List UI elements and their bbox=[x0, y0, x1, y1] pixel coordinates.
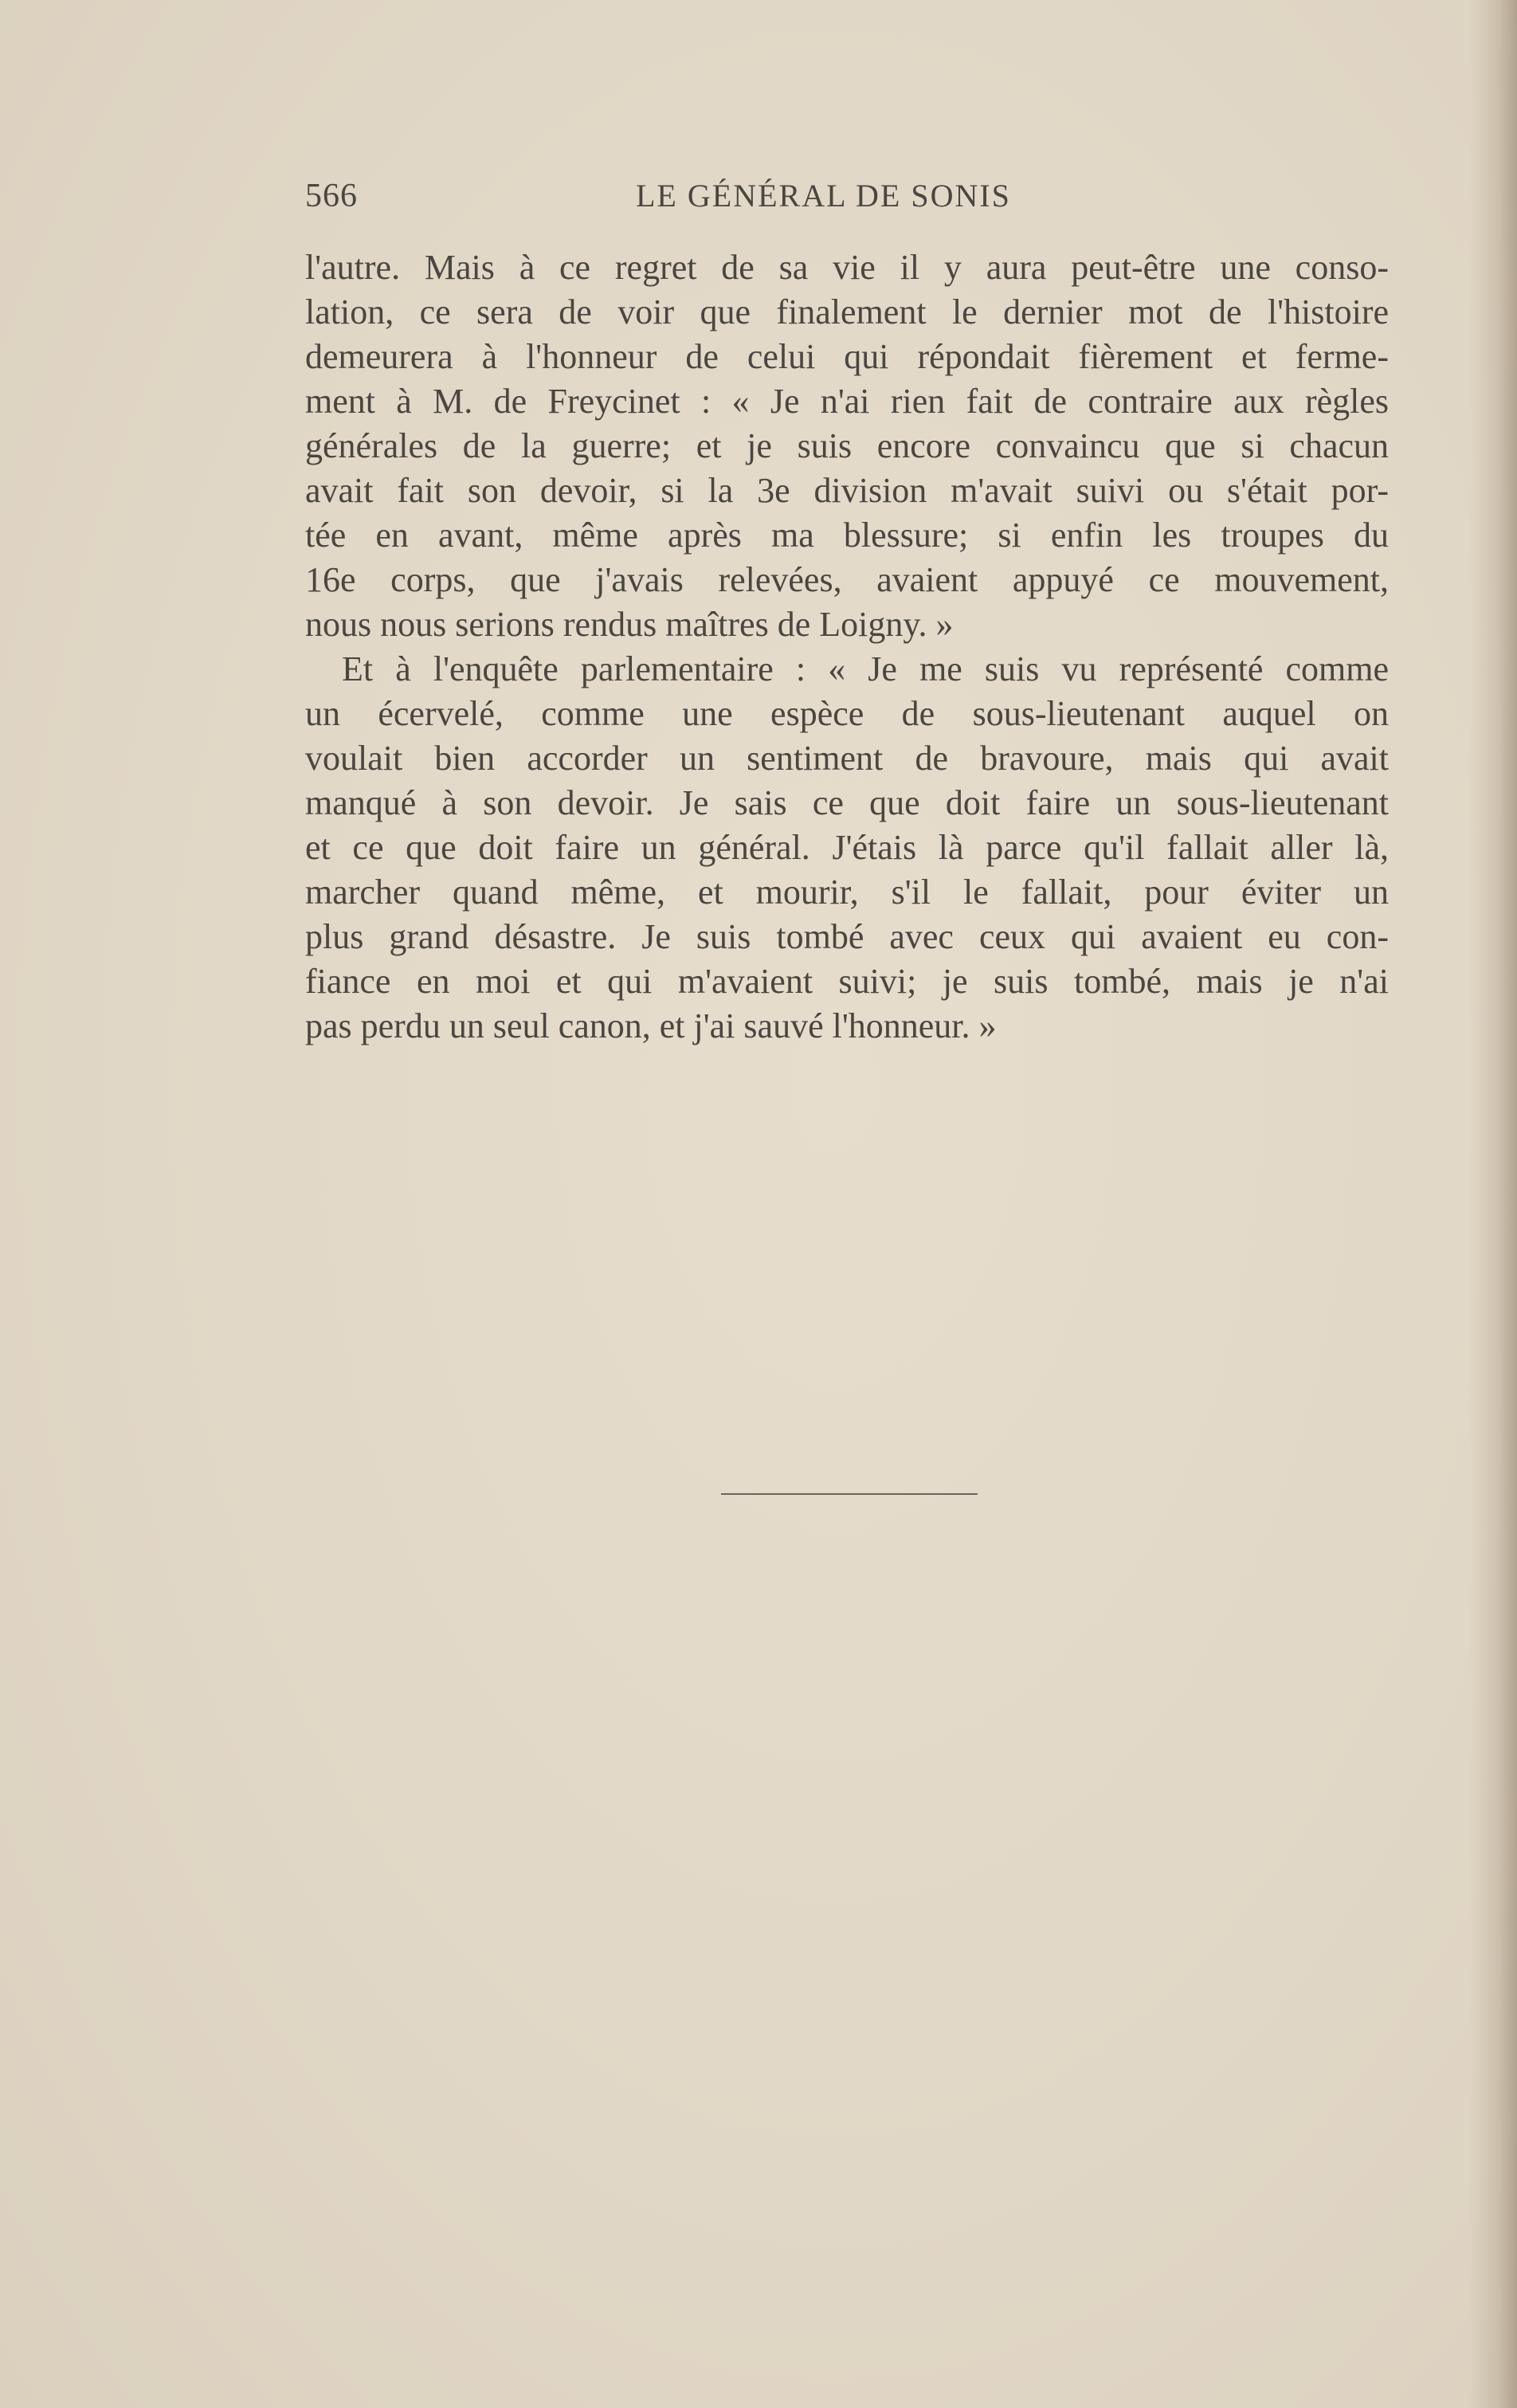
text-line: Et à l'enquête parlementaire : « Je me suis vu représenté comme bbox=[342, 649, 1389, 688]
end-rule bbox=[721, 1493, 978, 1495]
text-line: demeurera à l'honneur de celui qui répondait fièrement et ferme- bbox=[305, 337, 1389, 376]
text-line: nous nous serions rendus maîtres de Loigny. » bbox=[305, 605, 954, 644]
paragraph bbox=[305, 647, 1389, 1049]
text-line: un écervelé, comme une espèce de sous-lieutenant auquel on bbox=[305, 694, 1389, 733]
text-line: 16e corps, que j'avais relevées, avaient appuyé ce mouvement, bbox=[305, 560, 1389, 599]
text-line: voulait bien accorder un sentiment de bravoure, mais qui avait bbox=[305, 739, 1389, 778]
paragraph bbox=[305, 245, 1389, 647]
body-text bbox=[305, 245, 1389, 1049]
text-line: ment à M. de Freycinet : « Je n'ai rien fait de contraire aux règles bbox=[305, 382, 1389, 421]
text-line: et ce que doit faire un général. J'étais là parce qu'il fallait aller là, bbox=[305, 828, 1389, 867]
text-line: générales de la guerre; et je suis encore convaincu que si chacun bbox=[305, 426, 1389, 465]
page-number: 566 bbox=[305, 178, 358, 214]
text-line: avait fait son devoir, si la 3e division m'avait suivi ou s'était por- bbox=[305, 471, 1389, 510]
text-line: plus grand désastre. Je suis tombé avec ceux qui avaient eu con- bbox=[305, 917, 1389, 956]
text-line: fiance en moi et qui m'avaient suivi; je suis tombé, mais je n'ai bbox=[305, 962, 1389, 1001]
text-line: pas perdu un seul canon, et j'ai sauvé l'honneur. » bbox=[305, 1006, 997, 1045]
page-edge-shadow bbox=[1469, 0, 1517, 2408]
text-line: tée en avant, même après ma blessure; si enfin les troupes du bbox=[305, 516, 1389, 555]
text-line: marcher quand même, et mourir, s'il le fallait, pour éviter un bbox=[305, 873, 1389, 912]
text-line: manqué à son devoir. Je sais ce que doit faire un sous-lieutenant bbox=[305, 783, 1389, 822]
text-line: l'autre. Mais à ce regret de sa vie il y aura peut-être une conso- bbox=[305, 248, 1389, 287]
running-title: LE GÉNÉRAL DE SONIS bbox=[636, 178, 1011, 214]
page-header bbox=[305, 177, 1389, 225]
text-line: lation, ce sera de voir que finalement le dernier mot de l'histoire bbox=[305, 292, 1389, 331]
